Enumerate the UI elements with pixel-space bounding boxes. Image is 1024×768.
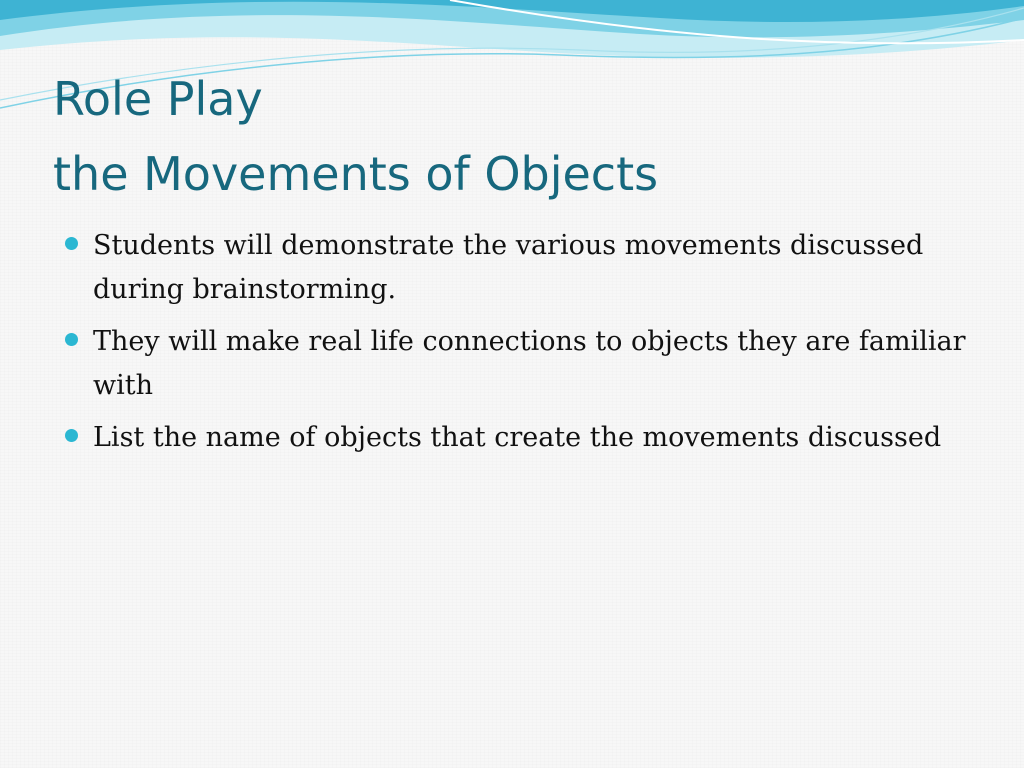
bullet-dot-icon — [65, 237, 78, 250]
bullet-text: List the name of objects that create the movements discussed — [93, 422, 942, 453]
bullet-list — [64, 224, 994, 468]
bullet-item — [64, 320, 994, 408]
bullet-item — [64, 416, 994, 460]
slide-title — [53, 62, 658, 212]
bullet-dot-icon — [65, 333, 78, 346]
bullet-dot-icon — [65, 429, 78, 442]
title-line-2: the Movements of Objects — [53, 147, 659, 201]
bullet-text: They will make real life connections to objects they are familiar with — [93, 326, 966, 401]
title-line-1: Role Play — [53, 72, 263, 126]
bullet-item — [64, 224, 994, 312]
bullet-text: Students will demonstrate the various movements discussed during brainstorming. — [93, 230, 924, 305]
